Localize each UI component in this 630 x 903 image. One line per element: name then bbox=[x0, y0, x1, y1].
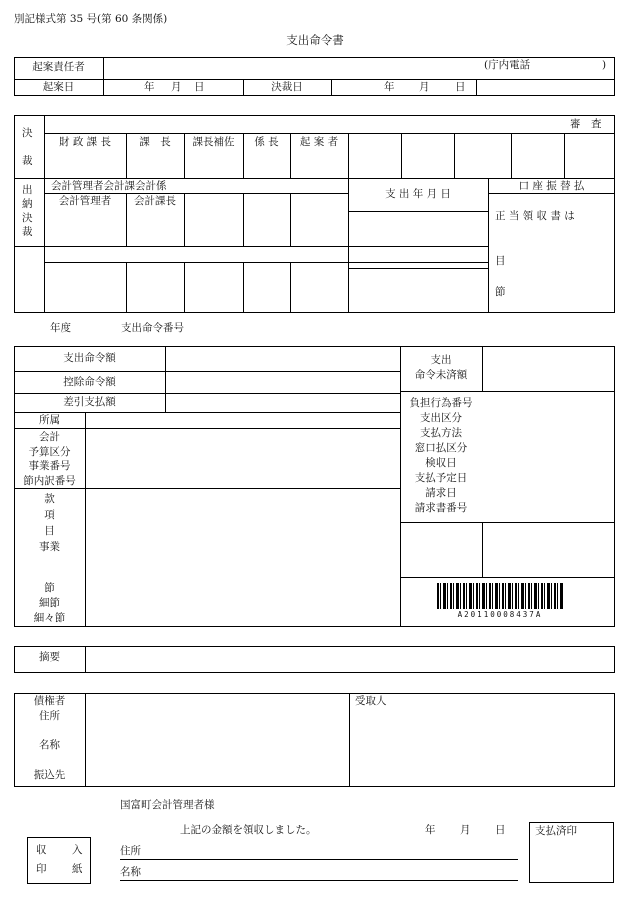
saisetsu-label: 細節 bbox=[39, 597, 60, 609]
right-items bbox=[400, 396, 482, 516]
deduction-amount-label: 控除命令額 bbox=[63, 376, 116, 388]
order-amount-label: 支出命令額 bbox=[63, 352, 116, 364]
budget-block bbox=[14, 430, 85, 488]
addressee: 国富町会計管理者様 bbox=[120, 799, 215, 811]
shinsa-label: 審 査 bbox=[570, 118, 602, 130]
decision-day: 日 bbox=[455, 81, 466, 93]
creditor-table bbox=[14, 693, 615, 787]
right-item-madoguchi: 窓口払区分 bbox=[414, 442, 468, 454]
stamp-char-4: 紙 bbox=[72, 863, 83, 875]
receipt-address-label: 住所 bbox=[120, 845, 141, 857]
draft-month: 月 bbox=[171, 81, 182, 93]
drafter-field[interactable] bbox=[104, 60, 544, 78]
draft-year: 年 bbox=[144, 81, 155, 93]
accounting-group: 会計管理者会計課会計係 bbox=[51, 180, 167, 192]
right-item-futan: 負担行為番号 bbox=[409, 397, 473, 409]
unsettled-label-2: 命令未済額 bbox=[414, 369, 468, 381]
right-item-shishutsu: 支出区分 bbox=[420, 412, 462, 424]
decision-year: 年 bbox=[384, 81, 395, 93]
shozoku-label: 所属 bbox=[39, 414, 60, 426]
setsu-block bbox=[14, 581, 85, 626]
tekiyo-field[interactable] bbox=[88, 649, 612, 670]
receipt-statement: 上記の金額を領収しました。 bbox=[180, 824, 317, 836]
suito-label-1: 出 bbox=[22, 184, 33, 196]
kan-label: 款 bbox=[44, 493, 55, 505]
receipt-month: 月 bbox=[460, 824, 471, 836]
right-item-seikyu: 請求日 bbox=[425, 487, 457, 499]
role-drafter: 起 案 者 bbox=[299, 136, 339, 148]
creditor-address-label: 住所 bbox=[39, 710, 60, 722]
creditor-transfer-label: 振込先 bbox=[33, 769, 66, 781]
right-item-yotei: 支払予定日 bbox=[414, 472, 468, 484]
order-number-label: 支出命令番号 bbox=[121, 322, 184, 334]
budget-yosan: 予算区分 bbox=[28, 445, 71, 458]
role-deputy-chief: 課長補佐 bbox=[192, 136, 235, 148]
role-section-chief: 課 長 bbox=[139, 136, 171, 148]
draft-date-label: 起案日 bbox=[42, 81, 75, 93]
suito-label-2: 納 bbox=[22, 198, 33, 210]
form-number: 別記様式第 35 号(第 60 条関係) bbox=[14, 13, 168, 25]
moku-label: 目 bbox=[495, 255, 506, 267]
kessai-label-2: 裁 bbox=[22, 155, 33, 167]
role-finance-chief: 財 政 課 長 bbox=[58, 136, 111, 148]
creditor-name-label: 名称 bbox=[39, 739, 60, 751]
right-item-kenshu: 検収日 bbox=[425, 457, 457, 469]
paid-stamp-label: 支払済印 bbox=[535, 825, 577, 837]
stamp-char-3: 印 bbox=[36, 863, 47, 875]
role-accounting-chief: 会計課長 bbox=[134, 195, 176, 207]
decision-month: 月 bbox=[419, 81, 430, 93]
barcode-number: A20110008437A bbox=[457, 610, 543, 619]
stamp-char-2: 入 bbox=[72, 844, 83, 856]
creditor-label: 債権者 bbox=[33, 695, 66, 707]
setsu-item-label: 節 bbox=[44, 582, 55, 594]
net-payment-label: 差引支払額 bbox=[63, 396, 116, 408]
receipt-name-line[interactable] bbox=[120, 880, 518, 881]
role-accounting-manager: 会計管理者 bbox=[58, 195, 112, 207]
receipt-name-label: 名称 bbox=[120, 866, 141, 878]
tekiyo-label: 摘要 bbox=[39, 651, 60, 663]
saisaisetsu-label: 細々節 bbox=[33, 612, 66, 624]
right-item-seikyusho: 請求書番号 bbox=[414, 502, 468, 514]
budget-kaikei: 会計 bbox=[39, 431, 60, 443]
stamp-char-1: 収 bbox=[36, 844, 47, 856]
receipt-label: 正 当 領 収 書 は bbox=[495, 210, 575, 222]
phone-close: ) bbox=[602, 59, 607, 71]
right-item-shiharai: 支払方法 bbox=[420, 427, 462, 439]
payment-date-label: 支 出 年 月 日 bbox=[385, 188, 451, 200]
kou-label: 項 bbox=[44, 509, 55, 521]
draft-day: 日 bbox=[194, 81, 205, 93]
budget-jigyo: 事業番号 bbox=[28, 460, 71, 472]
receipt-year: 年 bbox=[425, 824, 436, 836]
role-subsection-chief: 係 長 bbox=[254, 136, 279, 148]
budget-setsunai: 節内訳番号 bbox=[23, 474, 76, 487]
jigyo-label: 事業 bbox=[39, 541, 60, 553]
barcode-image bbox=[437, 583, 563, 609]
unsettled-label-1: 支出 bbox=[430, 354, 452, 366]
suito-label-4: 裁 bbox=[22, 226, 33, 238]
fiscal-year-label: 年度 bbox=[50, 322, 71, 334]
drafter-label: 起案責任者 bbox=[32, 61, 85, 73]
recipient-label: 受取人 bbox=[355, 695, 387, 707]
suito-label-3: 決 bbox=[22, 212, 33, 224]
receipt-day: 日 bbox=[495, 824, 506, 836]
decision-date-label: 決裁日 bbox=[271, 81, 303, 93]
form-title: 支出命令書 bbox=[286, 33, 344, 47]
phone-label: (庁内電話 bbox=[484, 59, 531, 71]
receipt-address-line[interactable] bbox=[120, 859, 518, 860]
kan-block bbox=[14, 491, 85, 555]
transfer-payment-label: 口 座 振 替 払 bbox=[518, 180, 585, 192]
moku-item-label: 目 bbox=[44, 525, 55, 537]
kessai-label-1: 決 bbox=[22, 127, 33, 139]
setsu-label: 節 bbox=[495, 286, 506, 298]
